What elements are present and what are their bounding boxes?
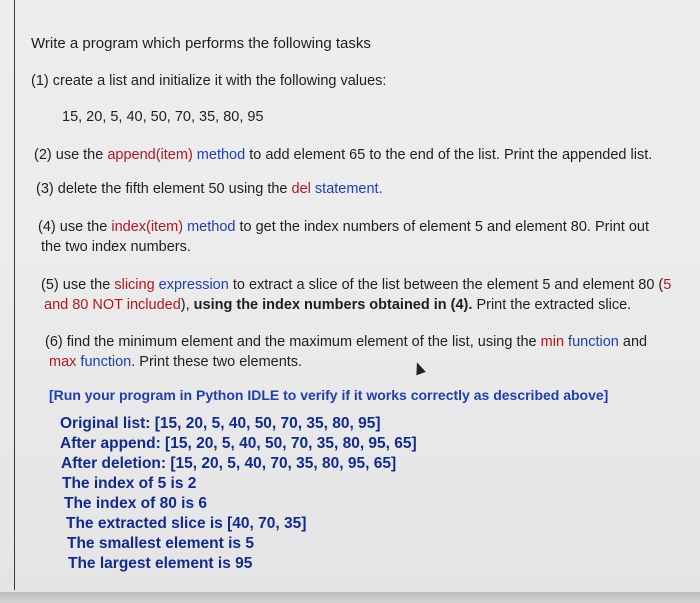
- task-4-line-2: the two index numbers.: [41, 239, 191, 255]
- task-5-expression: expression: [154, 277, 229, 293]
- page-border: [14, 0, 15, 590]
- task-5-line-2: [44, 296, 631, 314]
- task-1-values: 15, 20, 5, 40, 50, 70, 35, 80, 95: [62, 109, 264, 125]
- task-6-keyword: min: [540, 334, 565, 350]
- task-5-not-included: and 80 NOT included: [44, 297, 181, 313]
- output-line: Original list: [15, 20, 5, 40, 50, 70, 35, 80, 95]: [60, 415, 381, 432]
- page-bottom-edge: [0, 592, 700, 603]
- task-3-keyword: del: [291, 181, 311, 197]
- task-6-line-2: [49, 353, 302, 371]
- task-6-function: function: [564, 334, 619, 350]
- task-3-text: [36, 180, 383, 198]
- output-line: The extracted slice is [40, 70, 35]: [66, 515, 307, 532]
- task-6-max-function: function: [76, 354, 132, 370]
- task-2-pre: (2) use the: [34, 147, 108, 163]
- task-5-number: 5: [663, 277, 672, 293]
- assignment-header: Write a program which performs the following tasks: [31, 35, 371, 52]
- task-2-method: method: [192, 147, 246, 163]
- task-5-text: [41, 276, 671, 294]
- task-6-post: and: [618, 334, 648, 350]
- mouse-pointer-icon: [412, 361, 426, 376]
- task-2-keyword: append(item): [107, 147, 193, 163]
- task-6-end: . Print these two elements.: [131, 354, 303, 370]
- task-2-post: to add element 65 to the end of the list. Print the appended list.: [245, 147, 653, 163]
- output-line: After deletion: [15, 20, 5, 40, 70, 35, 80, 95, 65]: [61, 455, 397, 472]
- task-3-statement: statement.: [310, 181, 383, 197]
- task-6-max: max: [49, 354, 77, 370]
- task-5-end: Print the extracted slice.: [472, 297, 632, 313]
- task-5-keyword: slicing: [114, 277, 155, 293]
- task-5-paren: ),: [180, 297, 194, 313]
- task-2-text: [34, 146, 652, 164]
- output-line: The smallest element is 5: [67, 535, 254, 552]
- task-4-method: method: [183, 219, 236, 235]
- task-6-pre: (6) find the minimum element and the maximum element of the list, using the: [45, 334, 541, 350]
- task-4-pre: (4) use the: [38, 219, 112, 235]
- task-4-keyword: index(item): [111, 219, 184, 235]
- output-line: After append: [15, 20, 5, 40, 50, 70, 35, 80, 95, 65]: [60, 435, 417, 452]
- task-5-bold: using the index numbers obtained in (4).: [193, 297, 473, 313]
- output-line: The largest element is 95: [68, 555, 253, 572]
- task-5-pre: (5) use the: [41, 277, 115, 293]
- task-3-pre: (3) delete the fifth element 50 using the: [36, 181, 292, 197]
- task-4-text: [38, 218, 649, 236]
- task-4-post: to get the index numbers of element 5 and element 80. Print out: [235, 219, 649, 235]
- task-5-post: to extract a slice of the list between the element 5 and element 80 (: [228, 277, 664, 293]
- task-6-text: [45, 333, 647, 351]
- task-1-text: (1) create a list and initialize it with the following values:: [31, 73, 387, 89]
- output-line: The index of 80 is 6: [64, 495, 207, 512]
- output-line: The index of 5 is 2: [62, 475, 197, 492]
- run-note: [Run your program in Python IDLE to verify if it works correctly as described above]: [49, 387, 609, 403]
